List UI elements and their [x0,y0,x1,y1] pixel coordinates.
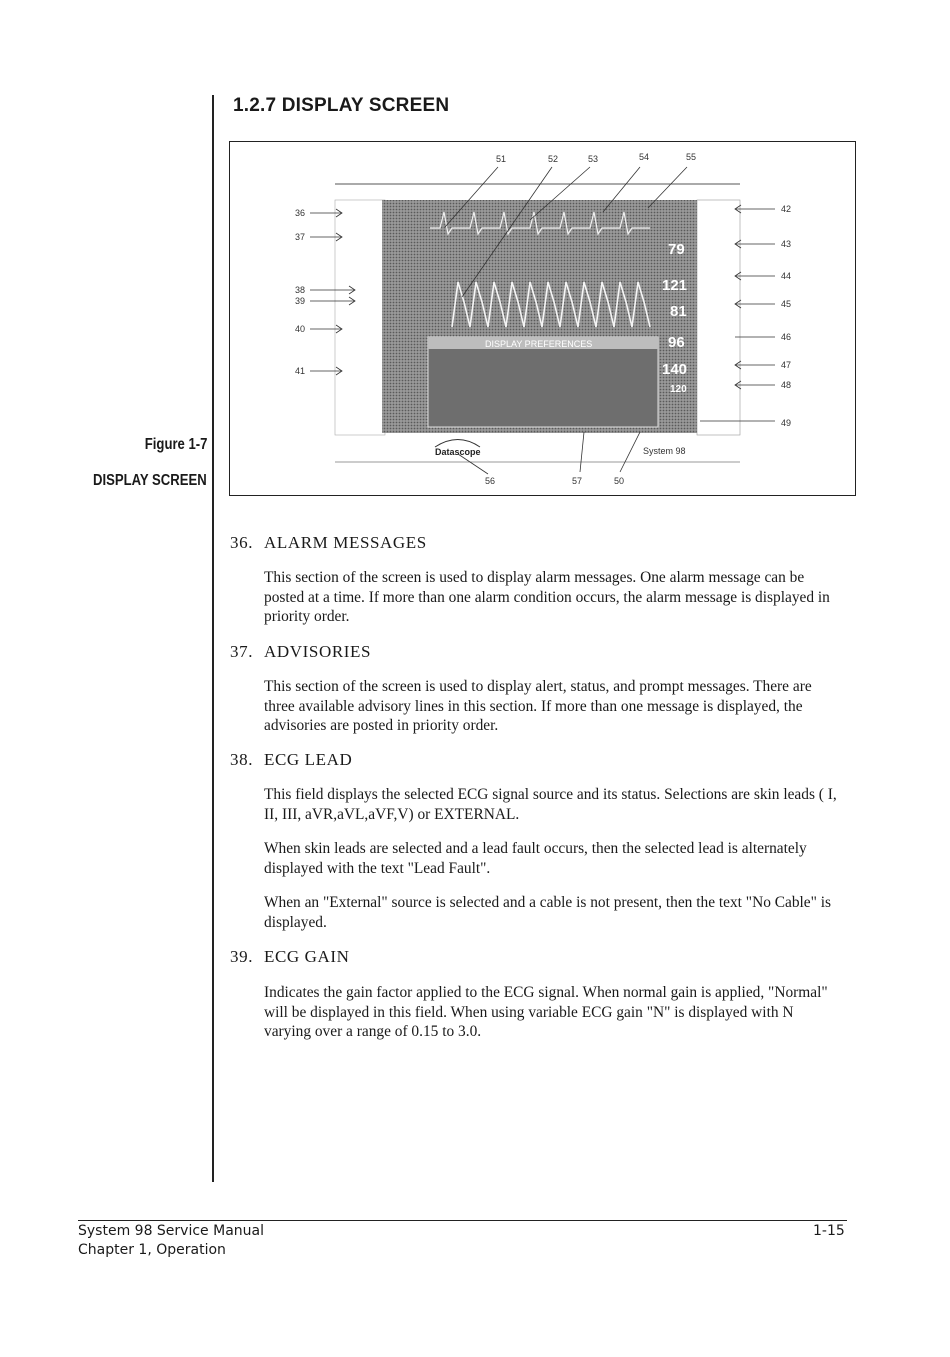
callout-40: 40 [295,324,306,334]
callout-46: 46 [781,332,792,342]
vital-avg: 140 [662,361,688,378]
callout-50: 50 [614,476,625,486]
item-39-paragraph: Indicates the gain factor applied to the ECG signal. When normal gain is applied, "Normal" will be displayed in this field. When using variable ECG gain "N" is displayed with N varying over a range of 0.15 to 3.0. [264,984,828,1041]
datascope-logo-arc [435,440,480,448]
footer-rule [78,1220,847,1221]
figure-display-screen [229,141,856,496]
item-37-heading [230,642,371,662]
callout-38: 38 [295,285,306,295]
monitor-model: System 98 [643,446,686,456]
item-37-paragraph: This section of the screen is used to display alert, status, and prompt messages. There are three available advisory lines in this section. If more than one message is displayed, the advisories are posted in priority order. [264,678,812,735]
screen-right-panel [697,200,740,435]
callout-36: 36 [295,208,306,218]
margin-rule [212,95,214,1182]
vital-mean: 96 [668,334,685,351]
item-39-heading [230,947,350,967]
item-number: 36. [230,533,254,552]
callout-leaders-left [310,209,355,375]
callout-52: 52 [548,154,559,164]
item-title: ECG LEAD [264,750,353,769]
item-38-paragraph-1: This field displays the selected ECG signal source and its status. Selections are skin leads ( I, II, III, aVR,aVL,aVF,V) or EXTERNAL. [264,786,837,823]
figure-number-label: Figure 1-7 [144,436,207,453]
vital-hr: 79 [668,241,685,258]
callout-43: 43 [781,239,792,249]
item-title: ADVISORIES [264,642,372,661]
item-36-paragraph: This section of the screen is used to display alarm messages. One alarm message can be posted at a time. If more than one alarm condition occurs, the alarm message is displayed in priority order. [264,569,830,626]
callout-56: 56 [485,476,496,486]
footer-manual-title: System 98 Service Manual [78,1223,264,1239]
callout-leaders-bottom [458,432,640,474]
monitor-brand: Datascope [435,447,481,457]
callout-48: 48 [781,380,792,390]
callout-57: 57 [572,476,583,486]
item-number: 38. [230,750,254,769]
item-title: ALARM MESSAGES [264,533,427,552]
callouts-left [295,208,305,376]
callout-39: 39 [295,296,306,306]
vital-sys: 121 [662,277,688,294]
vital-dia: 81 [670,303,687,320]
item-38-heading [230,750,352,770]
callout-53: 53 [588,154,599,164]
vital-extra: 120 [670,384,687,395]
item-number: 37. [230,642,254,661]
callout-47: 47 [781,360,792,370]
item-38-paragraph-3: When an "External" source is selected and a cable is not present, then the text "No Cable" is displayed. [264,894,832,931]
callout-42: 42 [781,204,792,214]
footer-chapter: Chapter 1, Operation [78,1242,226,1258]
figure-caption: DISPLAY SCREEN [93,472,207,489]
dialog-title: DISPLAY PREFERENCES [485,339,593,349]
callout-45: 45 [781,299,792,309]
item-36-heading [230,533,427,553]
callouts-top [496,152,696,164]
callout-55: 55 [686,152,697,162]
item-38-paragraph-2: When skin leads are selected and a lead fault occurs, then the selected lead is alternately displayed with the text "Lead Fault". [264,840,807,877]
callout-41: 41 [295,366,306,376]
callout-37: 37 [295,232,306,242]
callouts-right [781,204,791,428]
display-screen-illustration [230,142,857,497]
callouts-bottom [485,476,624,486]
display-preferences-dialog [428,337,658,427]
callout-51: 51 [496,154,507,164]
screen-left-panel [335,200,385,435]
item-title: ECG GAIN [264,947,350,966]
callout-44: 44 [781,271,792,281]
callout-49: 49 [781,418,792,428]
footer-page-number: 1-15 [813,1223,845,1239]
callout-54: 54 [639,152,650,162]
section-title: 1.2.7 DISPLAY SCREEN [233,95,450,116]
callout-leaders-right [700,205,775,421]
item-number: 39. [230,947,254,966]
